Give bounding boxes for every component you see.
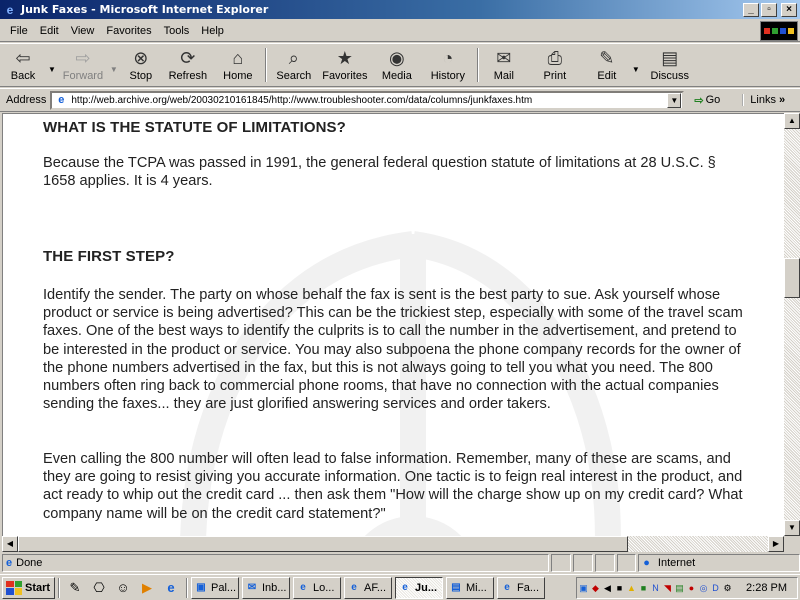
maximize-button[interactable]: ▫: [761, 3, 777, 17]
tray-shield-icon[interactable]: ◆: [592, 583, 599, 593]
security-zone: [638, 554, 800, 572]
horizontal-scrollbar[interactable]: [2, 536, 784, 552]
standard-toolbar: [0, 43, 800, 87]
tray-warning-icon[interactable]: ▲: [627, 583, 636, 593]
scroll-right-icon[interactable]: ▶: [768, 536, 784, 552]
tray-status-icon[interactable]: ●: [688, 583, 695, 593]
mail-button[interactable]: [482, 44, 526, 86]
menu-tools[interactable]: Tools: [163, 24, 190, 37]
taskbar-clock[interactable]: 2:28 PM: [746, 582, 787, 594]
links-button[interactable]: Links »: [742, 94, 785, 106]
search-label: Search: [276, 70, 312, 82]
page-content: [2, 113, 784, 536]
menu-view[interactable]: View: [70, 24, 95, 37]
media-button[interactable]: [372, 44, 422, 86]
menu-file[interactable]: File: [10, 24, 28, 37]
task-label: Inb...: [262, 581, 287, 594]
favorites-folder-icon: ★: [336, 47, 353, 68]
outlook-icon: ✉: [247, 581, 257, 593]
tray-sync-icon[interactable]: ◎: [699, 583, 708, 593]
tray-dw-icon[interactable]: D: [712, 583, 719, 593]
tray-settings-icon[interactable]: ⚙: [723, 583, 732, 593]
refresh-label: Refresh: [168, 70, 208, 82]
ie-icon: e: [300, 581, 306, 593]
system-tray: [576, 577, 798, 599]
task-button-lo[interactable]: [293, 577, 341, 599]
title-bar: [0, 0, 800, 19]
status-cell: [573, 554, 593, 572]
media-icon: ◉: [388, 47, 405, 68]
taskbar-separator: [186, 578, 188, 598]
horizontal-scroll-thumb[interactable]: [18, 536, 628, 552]
start-button[interactable]: [2, 577, 55, 599]
paragraph: Even calling the 800 number will often lead to false information. Remember, many of these are scams, and they are going to resist giving you accurate information. One tactic is to feign real interest in the product, and act ready to whip out the credit card ... then ask them "How will the charge show up on my credit card? What company name will be on the credit card statement?": [43, 451, 743, 522]
stop-label: Stop: [129, 70, 153, 82]
task-button-inbox[interactable]: [242, 577, 290, 599]
quicklaunch-network-icon[interactable]: ⎔: [93, 579, 105, 595]
discuss-button[interactable]: [642, 44, 698, 86]
windows-logo-icon: [760, 21, 798, 41]
task-label: Fa...: [517, 581, 540, 594]
status-text: Done: [16, 557, 43, 569]
scroll-up-icon[interactable]: ▲: [784, 113, 800, 129]
go-label: Go: [705, 94, 721, 106]
go-button[interactable]: [694, 94, 720, 107]
status-cell: [617, 554, 637, 572]
window-icon: ▣: [196, 581, 206, 593]
back-arrow-icon: ⇦: [15, 47, 31, 68]
address-field[interactable]: [50, 91, 684, 110]
paragraph: Because the TCPA was passed in 1991, the general federal question statute of limitations at 28 U.S.C. § 1658 applies. It is 4 years.: [43, 155, 716, 190]
home-button[interactable]: [214, 44, 262, 86]
vertical-scroll-thumb[interactable]: [784, 258, 800, 298]
history-label: History: [430, 70, 465, 82]
tray-antivirus-icon[interactable]: ■: [640, 583, 647, 593]
media-label: Media: [381, 70, 412, 82]
task-label: Ju...: [415, 581, 438, 594]
search-icon: ⌕: [288, 47, 299, 68]
tray-network-icon[interactable]: ▣: [579, 583, 588, 593]
status-bar: [0, 553, 800, 573]
ie-icon: e: [402, 581, 408, 593]
scrollbar-corner: [784, 536, 800, 552]
ie-logo-icon: e: [6, 2, 14, 17]
edit-button[interactable]: [584, 44, 630, 86]
menu-bar: [0, 20, 800, 42]
task-label: Mi...: [466, 581, 487, 594]
ie-icon: e: [351, 581, 357, 593]
task-button-af[interactable]: [344, 577, 392, 599]
mail-label: Mail: [493, 70, 514, 82]
back-label: Back: [10, 70, 36, 82]
vertical-scrollbar[interactable]: [784, 113, 800, 536]
stop-button[interactable]: [120, 44, 162, 86]
printer-icon: ⎙: [547, 47, 563, 68]
refresh-icon: ⟳: [180, 47, 196, 68]
search-button[interactable]: [270, 44, 318, 86]
task-button-mi[interactable]: [446, 577, 494, 599]
forward-button[interactable]: [58, 44, 108, 86]
task-label: Pal...: [211, 581, 237, 594]
print-button[interactable]: [526, 44, 584, 86]
windows-flag-icon: [6, 581, 22, 595]
tray-app-icon[interactable]: ■: [616, 583, 623, 593]
links-label: Links: [750, 94, 776, 106]
taskbar: [0, 574, 800, 600]
forward-arrow-icon: ⇨: [75, 47, 91, 68]
tray-volume-icon[interactable]: ◀: [604, 583, 611, 593]
toolbar-separator: [265, 48, 267, 82]
paragraph: Identify the sender. The party on whose behalf the fax is sent is the best party to sue. Ask yourself whose product or service is being advertised? This can be the trickiest step, especially with some of the travel scam faxes. One of the best ways to identify the culprits is to call the number in the advertisement, and pretend to be interested in the product or service. You may also subpoena the phone company records for the owner of the phone numbers advertised in the fax, but this is not always going to tell you what you need. The 800 numbers often ring back to commercial phone rooms, that have no connection with the actual companies sending the faxes... they are just glorified answering services and order takers.: [43, 287, 743, 413]
address-label: Address: [6, 94, 47, 106]
menu-favorites[interactable]: Favorites: [106, 24, 152, 37]
stop-icon: ⊗: [133, 47, 149, 68]
page-done-icon: e: [6, 557, 13, 569]
quicklaunch-notepad-icon[interactable]: ✎: [69, 579, 81, 595]
ie-icon: e: [504, 581, 510, 593]
home-label: Home: [223, 70, 253, 82]
address-dropdown-icon[interactable]: ▼: [667, 93, 681, 108]
task-button-pal[interactable]: [191, 577, 239, 599]
edit-dropdown-icon[interactable]: ▼: [631, 64, 640, 74]
scroll-down-icon[interactable]: ▼: [784, 520, 800, 536]
scroll-left-icon[interactable]: ◀: [2, 536, 18, 552]
toolbar-separator: [477, 48, 479, 82]
refresh-button[interactable]: [162, 44, 214, 86]
mail-icon: ✉: [496, 47, 512, 68]
globe-icon: ●: [643, 557, 650, 569]
status-cell: [551, 554, 571, 572]
task-button-fa[interactable]: [497, 577, 545, 599]
status-cell: [595, 554, 615, 572]
discuss-icon: ▤: [661, 47, 679, 68]
zone-label: Internet: [657, 557, 696, 569]
tray-monitor-icon[interactable]: ▤: [675, 583, 684, 593]
menu-help[interactable]: Help: [201, 24, 224, 37]
quicklaunch-people-icon[interactable]: ☺: [116, 580, 130, 595]
tray-messenger-icon[interactable]: N: [652, 583, 659, 593]
quicklaunch-media-icon[interactable]: ▶: [142, 579, 152, 595]
history-button[interactable]: [422, 44, 474, 86]
favorites-label: Favorites: [322, 70, 368, 82]
status-text-cell: [2, 554, 549, 572]
edit-icon: ✎: [599, 47, 615, 68]
discuss-label: Discuss: [650, 70, 690, 82]
forward-label: Forward: [62, 70, 104, 82]
window-title: Junk Faxes - Microsoft Internet Explorer: [21, 3, 269, 16]
go-arrow-icon: ⇨: [694, 94, 704, 107]
quicklaunch-ie-icon[interactable]: e: [167, 580, 175, 595]
history-icon: ◔: [442, 47, 454, 68]
minimize-button[interactable]: _: [743, 3, 759, 17]
back-dropdown-icon[interactable]: ▼: [48, 64, 56, 74]
print-label: Print: [543, 70, 567, 82]
app-icon: ▤: [451, 581, 461, 593]
favorites-button[interactable]: [318, 44, 372, 86]
close-button[interactable]: ×: [781, 3, 797, 17]
task-label: Lo...: [313, 581, 335, 594]
menu-edit[interactable]: Edit: [39, 24, 59, 37]
address-input[interactable]: [71, 95, 667, 106]
forward-dropdown-icon[interactable]: ▼: [109, 64, 118, 74]
address-bar: [0, 88, 800, 112]
task-label: AF...: [364, 581, 387, 594]
section-heading: THE FIRST STEP?: [43, 248, 175, 265]
task-button-junk-faxes[interactable]: [395, 577, 443, 599]
start-label: Start: [25, 581, 51, 594]
home-icon: ⌂: [232, 47, 244, 68]
tray-update-icon[interactable]: ◥: [664, 583, 671, 593]
taskbar-separator: [58, 578, 60, 598]
section-heading: WHAT IS THE STATUTE OF LIMITATIONS?: [43, 119, 346, 136]
back-button[interactable]: [0, 44, 46, 86]
page-icon: e: [58, 94, 65, 106]
edit-label: Edit: [597, 70, 617, 82]
